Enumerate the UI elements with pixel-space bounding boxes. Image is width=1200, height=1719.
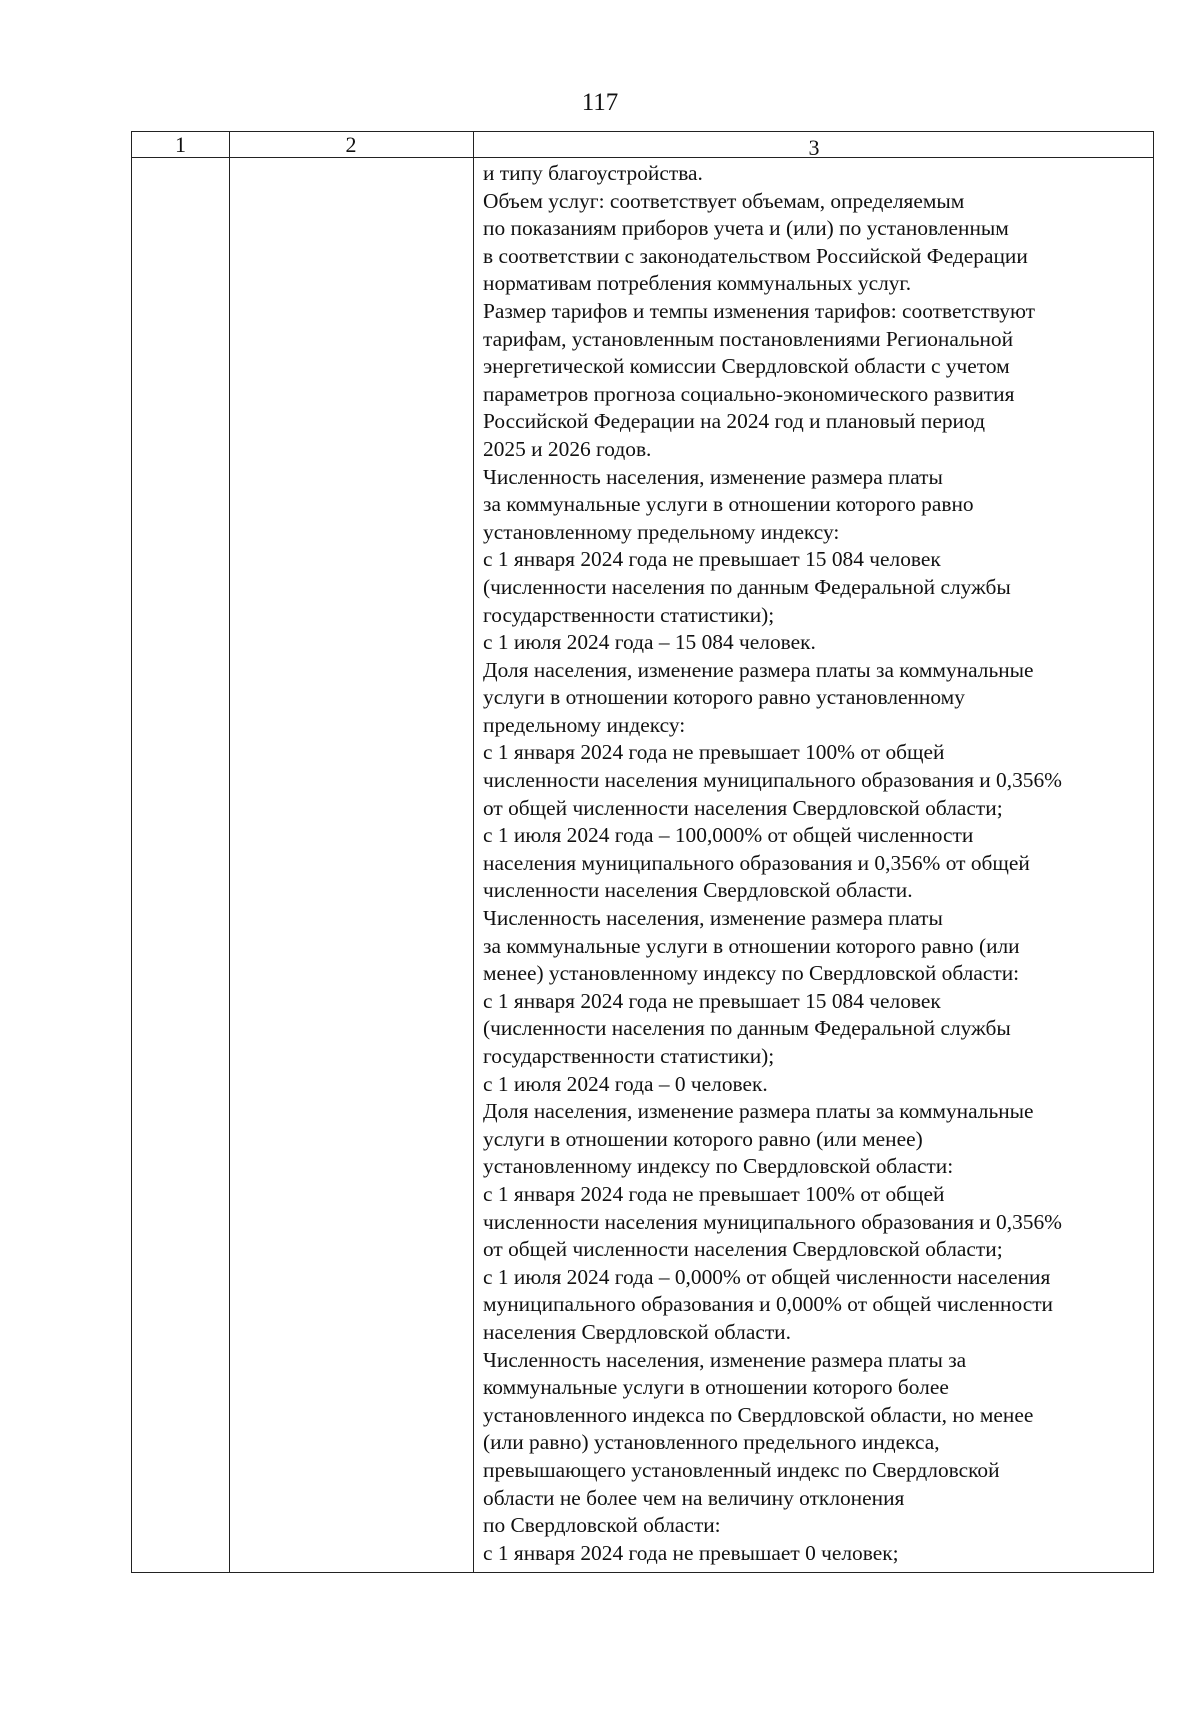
text-line: муниципального образования и 0,000% от общей численности [483, 1292, 1054, 1317]
text-line: параметров прогноза социально-экономического развития [483, 381, 1015, 406]
text-line: с 1 июля 2024 года – 0,000% от общей численности населения [483, 1264, 1051, 1289]
text-line: по Свердловской области: [483, 1513, 721, 1538]
column-divider [229, 132, 230, 1572]
text-line: менее) установленному индексу по Свердловской области: [483, 961, 1020, 986]
text-line: услуги в отношении которого равно установленному [483, 685, 965, 710]
column-header-3: 3 [808, 135, 820, 160]
text-line: установленного индекса по Свердловской области, но менее [483, 1402, 1034, 1427]
text-line: за коммунальные услуги в отношении которого равно [483, 492, 974, 517]
text-line: Численность населения, изменение размера платы за [483, 1347, 967, 1372]
column-3-text [483, 160, 1155, 1567]
text-line: области не более чем на величину отклонения [483, 1485, 905, 1510]
text-line: от общей численности населения Свердловской области; [483, 795, 1003, 820]
text-line: установленному индексу по Свердловской области: [483, 1154, 954, 1179]
text-line: с 1 января 2024 года не превышает 15 084 человек [483, 988, 941, 1013]
text-line: государственности статистики); [483, 1044, 775, 1068]
text-line: с 1 июля 2024 года – 0 человек. [483, 1071, 768, 1096]
document-table [131, 131, 1154, 1573]
text-line: в соответствии с законодательством Российской Федерации [483, 243, 1028, 268]
text-line: Численность населения, изменение размера платы [483, 906, 943, 931]
text-line: (численности населения по данным Федеральной службы [483, 574, 1011, 599]
column-header-1: 1 [175, 132, 186, 157]
text-line: 2025 и 2026 годов. [483, 436, 652, 461]
text-line: установленному предельному индексу: [483, 519, 840, 544]
text-line: нормативам потребления коммунальных услуг. [483, 271, 912, 296]
text-line: населения муниципального образования и 0,356% от общей [483, 850, 1030, 875]
text-line: Доля населения, изменение размера платы за коммунальные [483, 1099, 1034, 1124]
text-line: превышающего установленный индекс по Свердловской [483, 1457, 1000, 1482]
column-divider [473, 132, 474, 1572]
text-line: с 1 января 2024 года не превышает 0 человек; [483, 1540, 899, 1565]
column-header-2: 2 [345, 132, 357, 157]
text-line: коммунальные услуги в отношении которого более [483, 1375, 949, 1400]
text-line: населения Свердловской области. [483, 1319, 791, 1344]
text-line: с 1 января 2024 года не превышает 15 084 человек [483, 547, 941, 572]
text-line: Численность населения, изменение размера платы [483, 464, 943, 489]
text-line: Российской Федерации на 2024 год и плановый период [483, 409, 985, 434]
text-line: с 1 января 2024 года не превышает 100% от общей [483, 1181, 945, 1206]
text-line: (численности населения по данным Федеральной службы [483, 1016, 1011, 1041]
text-line: численности населения Свердловской области. [483, 878, 913, 903]
text-line: от общей численности населения Свердловской области; [483, 1237, 1003, 1262]
text-line: по показаниям приборов учета и (или) по установленным [483, 216, 1009, 241]
text-line: с 1 января 2024 года не превышает 100% от общей [483, 740, 945, 765]
text-line: Доля населения, изменение размера платы за коммунальные [483, 657, 1034, 682]
text-line: тарифам, установленным постановлениями Региональной [483, 326, 1014, 351]
text-line: численности населения муниципального образования и 0,356% [483, 1209, 1062, 1234]
text-line: с 1 июля 2024 года – 15 084 человек. [483, 630, 816, 655]
text-line: численности населения муниципального образования и 0,356% [483, 768, 1062, 793]
text-line: предельному индексу: [483, 712, 686, 737]
text-line: государственности статистики); [483, 602, 775, 627]
text-line: с 1 июля 2024 года – 100,000% от общей численности [483, 823, 974, 848]
page-number: 117 [581, 89, 619, 116]
text-line: за коммунальные услуги в отношении которого равно (или [483, 933, 1020, 958]
text-line: услуги в отношении которого равно (или менее) [483, 1126, 923, 1151]
text-line: Размер тарифов и темпы изменения тарифов: соответствуют [483, 298, 1036, 323]
text-line: Объем услуг: соответствует объемам, определяемым [483, 188, 965, 213]
text-line: (или равно) установленного предельного индекса, [483, 1430, 940, 1455]
text-line: и типу благоустройства. [483, 161, 703, 185]
text-line: энергетической комиссии Свердловской области с учетом [483, 354, 1010, 379]
